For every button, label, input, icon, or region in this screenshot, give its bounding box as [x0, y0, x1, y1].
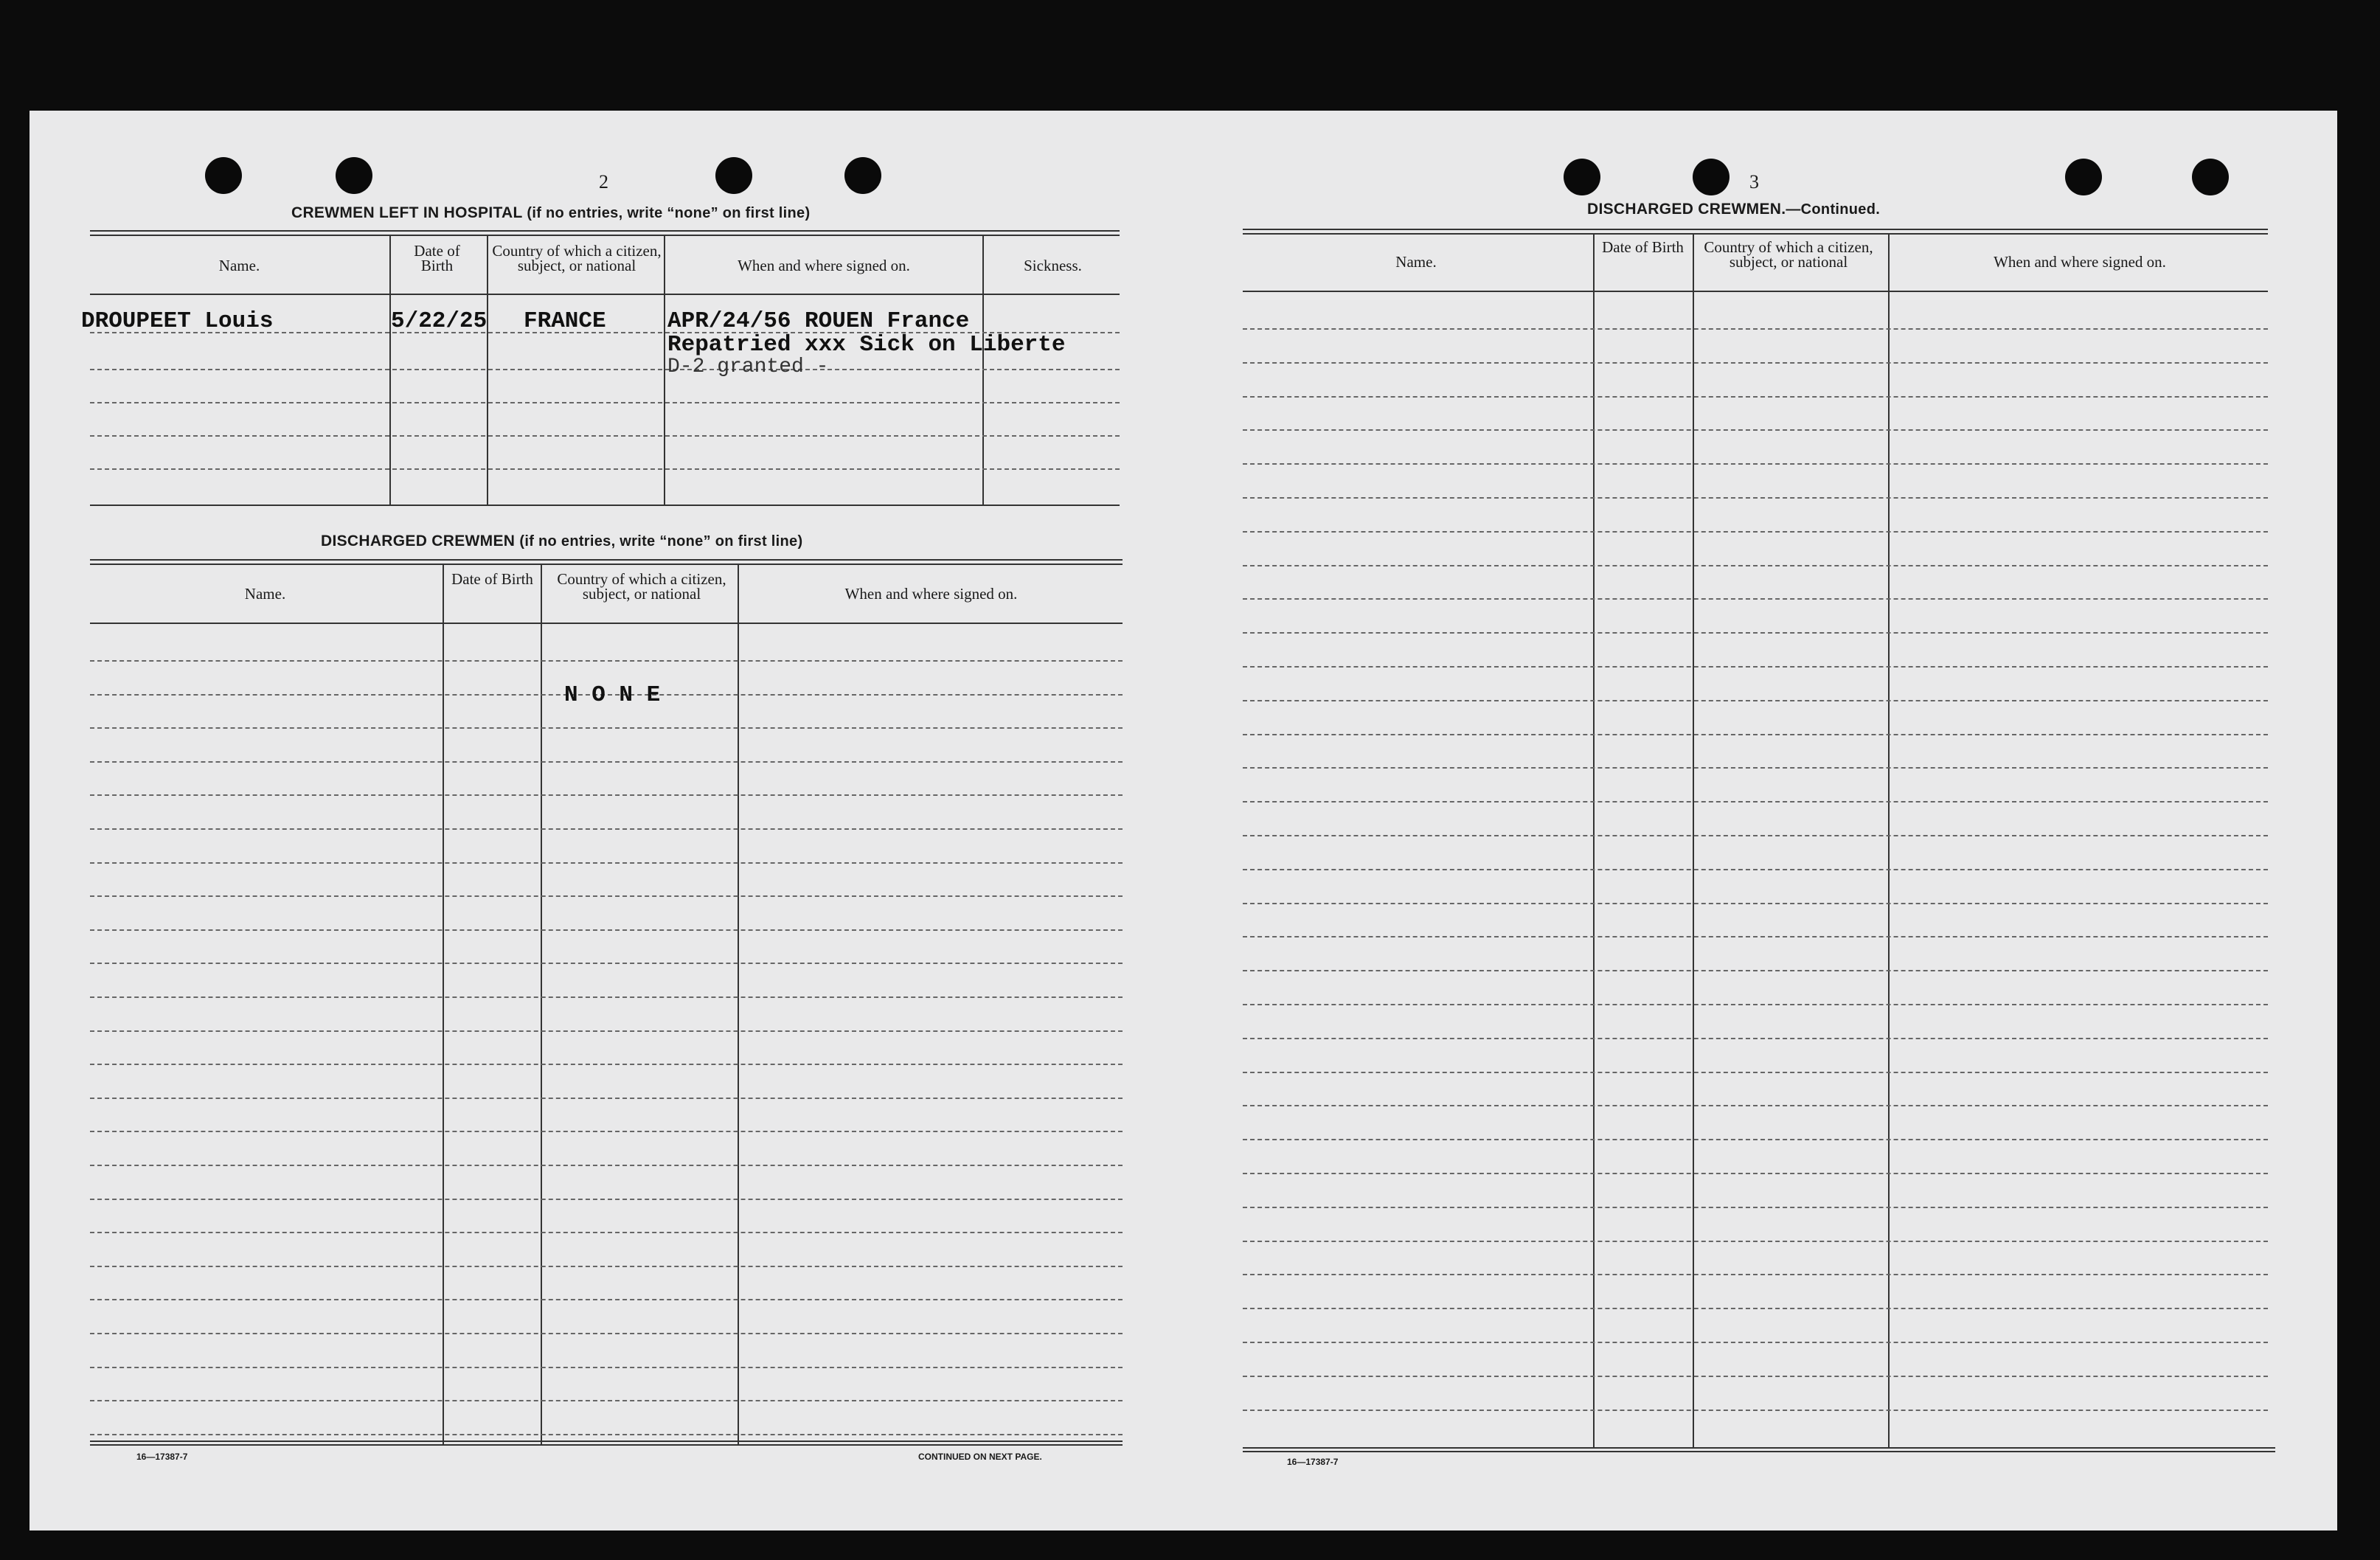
hospital-title-text: CREWMEN LEFT IN HOSPITAL	[291, 204, 523, 221]
right-title-suffix: —Continued.	[1786, 201, 1881, 218]
row-line	[1243, 1038, 2268, 1039]
row-line	[1243, 429, 2268, 431]
row-line	[1243, 463, 2268, 465]
hospital-divider	[389, 236, 391, 505]
punch-hole	[336, 157, 372, 194]
row-line	[1243, 1308, 2268, 1309]
right-divider	[1888, 235, 1890, 1448]
right-title-text: DISCHARGED CREWMEN.	[1587, 201, 1786, 218]
row-line	[1243, 1105, 2268, 1106]
row-line	[1243, 700, 2268, 701]
row-line	[90, 862, 1123, 864]
hospital-top-rule	[90, 230, 1120, 232]
entry-name: DROUPEET Louis	[81, 308, 274, 334]
discharged-title-text: DISCHARGED CREWMEN	[321, 533, 516, 550]
row-line	[1243, 1173, 2268, 1174]
row-line	[90, 929, 1123, 931]
discharged-header-rule	[90, 623, 1123, 624]
row-line	[90, 402, 1120, 403]
row-line	[1243, 328, 2268, 330]
discharged-col-dob: Date of Birth	[451, 570, 533, 588]
hospital-col-dob: Date of Birth	[414, 242, 460, 274]
row-line	[90, 435, 1120, 437]
row-line	[90, 1299, 1123, 1300]
discharged-top-rule-2	[90, 564, 1123, 565]
row-line	[1243, 801, 2268, 802]
row-line	[90, 1199, 1123, 1200]
row-line	[1243, 1376, 2268, 1377]
hospital-divider	[982, 236, 984, 505]
right-bottom-rule	[1243, 1447, 2275, 1449]
row-line	[90, 1367, 1123, 1368]
row-line	[1243, 1342, 2268, 1343]
row-line	[1243, 1139, 2268, 1140]
hospital-divider	[487, 236, 488, 505]
row-line	[90, 727, 1123, 729]
discharged-section-title	[321, 533, 802, 550]
continued-note: CONTINUED ON NEXT PAGE.	[918, 1452, 1042, 1462]
discharged-instruction: (if no entries, write “none” on first line)	[519, 533, 803, 550]
row-line	[1243, 1241, 2268, 1242]
hospital-col-country: Country of which a citizen, subject, or national	[492, 242, 662, 274]
row-line	[1243, 970, 2268, 971]
right-divider	[1693, 235, 1694, 1448]
discharged-col-country: Country of which a citizen, subject, or national	[557, 570, 726, 603]
row-line	[1243, 936, 2268, 937]
entry-signed-on: APR/24/56 ROUEN France	[667, 308, 970, 334]
row-line	[90, 963, 1123, 964]
hospital-col-sickness: Sickness.	[1024, 257, 1082, 274]
hospital-divider	[664, 236, 665, 505]
row-line	[1243, 531, 2268, 533]
row-line	[90, 1400, 1123, 1401]
discharged-col-name: Name.	[244, 585, 286, 603]
punch-hole	[205, 157, 242, 194]
discharged-none-entry: N O N E	[564, 682, 661, 708]
page-number: 2	[599, 171, 608, 193]
form-number: 16—17387-7	[1287, 1457, 1339, 1467]
entry-dob: 5/22/25	[391, 308, 488, 334]
discharged-divider	[738, 565, 739, 1444]
entry-remark-d2: D-2 granted -	[667, 356, 829, 378]
punch-hole	[1564, 159, 1600, 195]
row-line	[1243, 1004, 2268, 1005]
row-line	[1243, 497, 2268, 499]
right-col-dob: Date of Birth	[1602, 238, 1684, 256]
row-line	[90, 996, 1123, 998]
row-line	[90, 794, 1123, 796]
row-line	[90, 369, 1120, 370]
row-line	[1243, 1207, 2268, 1208]
right-col-name: Name.	[1395, 253, 1437, 271]
entry-country: FRANCE	[524, 308, 606, 334]
punch-hole	[715, 157, 752, 194]
discharged-top-rule	[90, 559, 1123, 561]
row-line	[1243, 903, 2268, 904]
right-bottom-rule-2	[1243, 1451, 2275, 1452]
row-line	[1243, 835, 2268, 836]
punch-hole	[844, 157, 881, 194]
page-number: 3	[1749, 171, 1759, 193]
row-line	[90, 1434, 1123, 1435]
row-line	[1243, 598, 2268, 600]
discharged-bottom-rule-2	[90, 1444, 1123, 1446]
hospital-top-rule-2	[90, 235, 1120, 236]
row-line	[90, 1030, 1123, 1032]
hospital-col-signed-on: When and where signed on.	[738, 257, 910, 274]
row-line	[90, 895, 1123, 897]
right-page	[1183, 111, 2337, 1530]
hospital-section-title	[291, 204, 810, 222]
right-top-rule	[1243, 229, 2268, 230]
discharged-col-signed-on: When and where signed on.	[844, 585, 1018, 603]
right-header-rule	[1243, 291, 2268, 292]
discharged-divider	[443, 565, 444, 1444]
row-line	[90, 1064, 1123, 1065]
row-line	[90, 828, 1123, 830]
right-top-rule-2	[1243, 233, 2268, 235]
row-line	[1243, 396, 2268, 398]
row-line	[90, 1333, 1123, 1334]
discharged-divider	[541, 565, 542, 1444]
right-section-title	[1587, 201, 1880, 218]
punch-hole	[2065, 159, 2102, 195]
row-line	[90, 468, 1120, 470]
row-line	[90, 1266, 1123, 1267]
punch-hole	[2192, 159, 2229, 195]
punch-hole	[1693, 159, 1730, 195]
row-line	[1243, 869, 2268, 870]
hospital-bottom-rule	[90, 505, 1120, 506]
row-line	[90, 1098, 1123, 1099]
row-line	[1243, 632, 2268, 634]
row-line	[90, 1131, 1123, 1132]
hospital-col-name: Name.	[218, 257, 260, 274]
hospital-header-rule	[90, 294, 1120, 295]
row-line	[1243, 565, 2268, 566]
row-line	[90, 660, 1123, 662]
row-line	[1243, 1410, 2268, 1411]
hospital-instruction: (if no entries, write “none” on first line)	[527, 205, 811, 221]
entry-remark-repatriated: Repatried xxx Sick on Liberte	[667, 332, 1066, 358]
row-line	[90, 761, 1123, 763]
row-line	[90, 1232, 1123, 1233]
right-divider	[1593, 235, 1595, 1448]
row-line	[1243, 767, 2268, 769]
row-line	[1243, 666, 2268, 668]
form-number: 16—17387-7	[136, 1452, 188, 1462]
row-line	[1243, 1072, 2268, 1073]
row-line	[1243, 734, 2268, 735]
row-line	[90, 1165, 1123, 1166]
row-line	[1243, 1274, 2268, 1275]
discharged-bottom-rule	[90, 1441, 1123, 1442]
right-col-signed-on: When and where signed on.	[1994, 253, 2166, 271]
right-col-country: Country of which a citizen, subject, or national	[1704, 238, 1873, 271]
row-line	[1243, 362, 2268, 364]
